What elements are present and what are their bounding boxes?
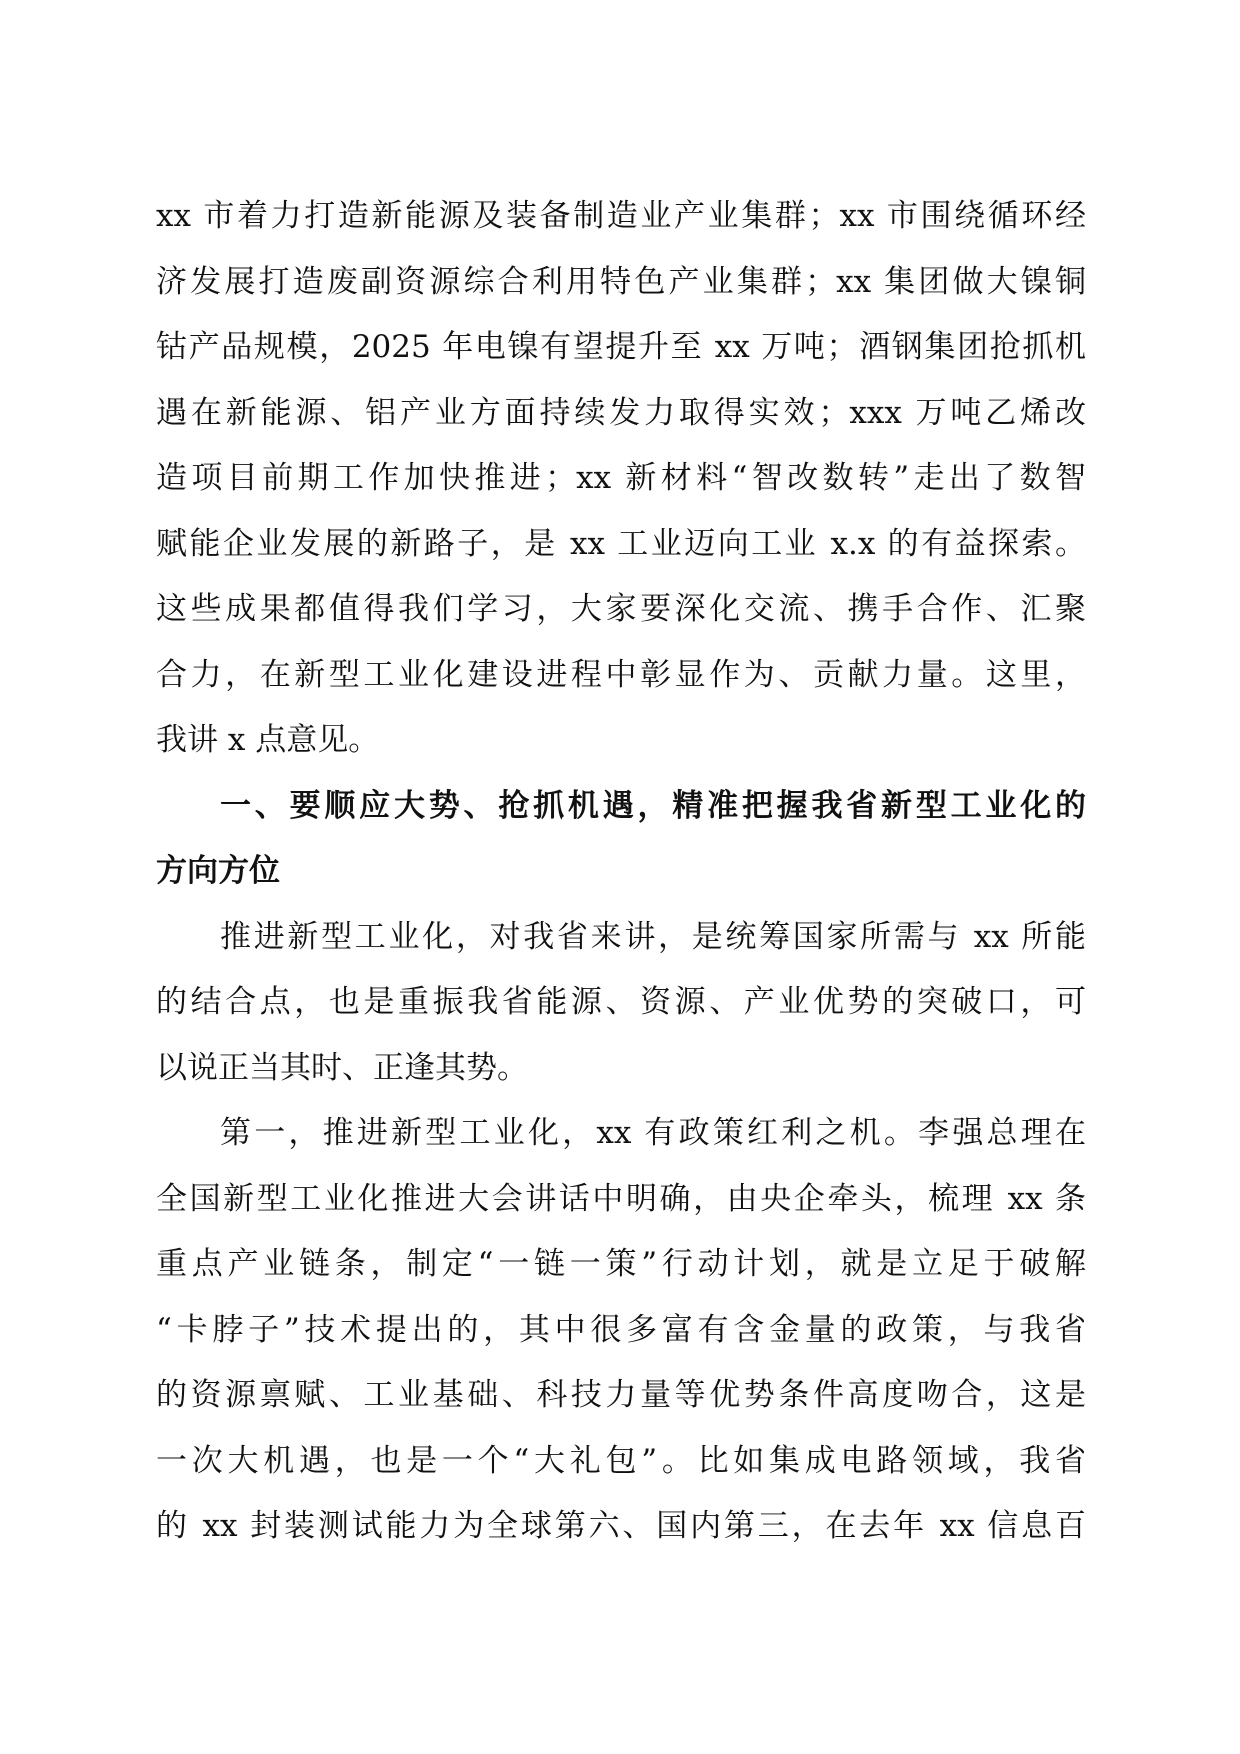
text-line: 我讲 x 点意见。 (156, 722, 380, 758)
paragraph-2 (156, 905, 1086, 1102)
text-line: 赋能企业发展的新路子，是 xx 工业迈向工业 x.x 的有益探索。 (156, 525, 1086, 562)
text-line: “卡脖子”技术提出的，其中很多富有含金量的政策，与我省 (156, 1311, 1086, 1348)
heading-line: 方向方位 (156, 853, 280, 889)
paragraph-1 (156, 184, 1086, 774)
text-line: 的资源禀赋、工业基础、科技力量等优势条件高度吻合，这是 (156, 1377, 1086, 1413)
text-line: 造项目前期工作加快推进；xx 新材料“智改数转”走出了数智 (156, 460, 1086, 496)
text-line: 一次大机遇，也是一个“大礼包”。比如集成电路领域，我省 (156, 1442, 1086, 1479)
text-line: 济发展打造废副资源综合利用特色产业集群；xx 集团做大镍铜 (156, 263, 1086, 300)
paragraph-3 (156, 1101, 1086, 1560)
text-line: 全国新型工业化推进大会讲话中明确，由央企牵头，梳理 xx 条 (156, 1180, 1086, 1217)
text-line: 钴产品规模，2025 年电镍有望提升至 xx 万吨；酒钢集团抢抓机 (156, 329, 1086, 365)
text-line: 合力，在新型工业化建设进程中彰显作为、贡献力量。这里， (156, 656, 1086, 693)
text-line: 的 xx 封装测试能力为全球第六、国内第三，在去年 xx 信息百 (156, 1508, 1086, 1544)
text-line: 这些成果都值得我们学习，大家要深化交流、携手合作、汇聚 (156, 591, 1086, 627)
text-line: 重点产业链条，制定“一链一策”行动计划，就是立足于破解 (156, 1246, 1086, 1282)
text-line: xx 市着力打造新能源及装备制造业产业集群；xx 市围绕循环经 (156, 198, 1086, 234)
text-line: 第一，推进新型工业化，xx 有政策红利之机。李强总理在 (220, 1115, 1086, 1151)
text-line: 的结合点，也是重振我省能源、资源、产业优势的突破口，可 (156, 984, 1086, 1020)
heading-line: 一、要顺应大势、抢抓机遇，精准把握我省新型工业化的 (220, 787, 1086, 824)
text-line: 以说正当其时、正逢其势。 (156, 1049, 528, 1086)
document-body (156, 184, 1086, 1560)
text-line: 推进新型工业化，对我省来讲，是统筹国家所需与 xx 所能 (220, 918, 1086, 955)
section-heading-1 (156, 774, 1086, 905)
text-line: 遇在新能源、铝产业方面持续发力取得实效；xxx 万吨乙烯改 (156, 394, 1086, 431)
